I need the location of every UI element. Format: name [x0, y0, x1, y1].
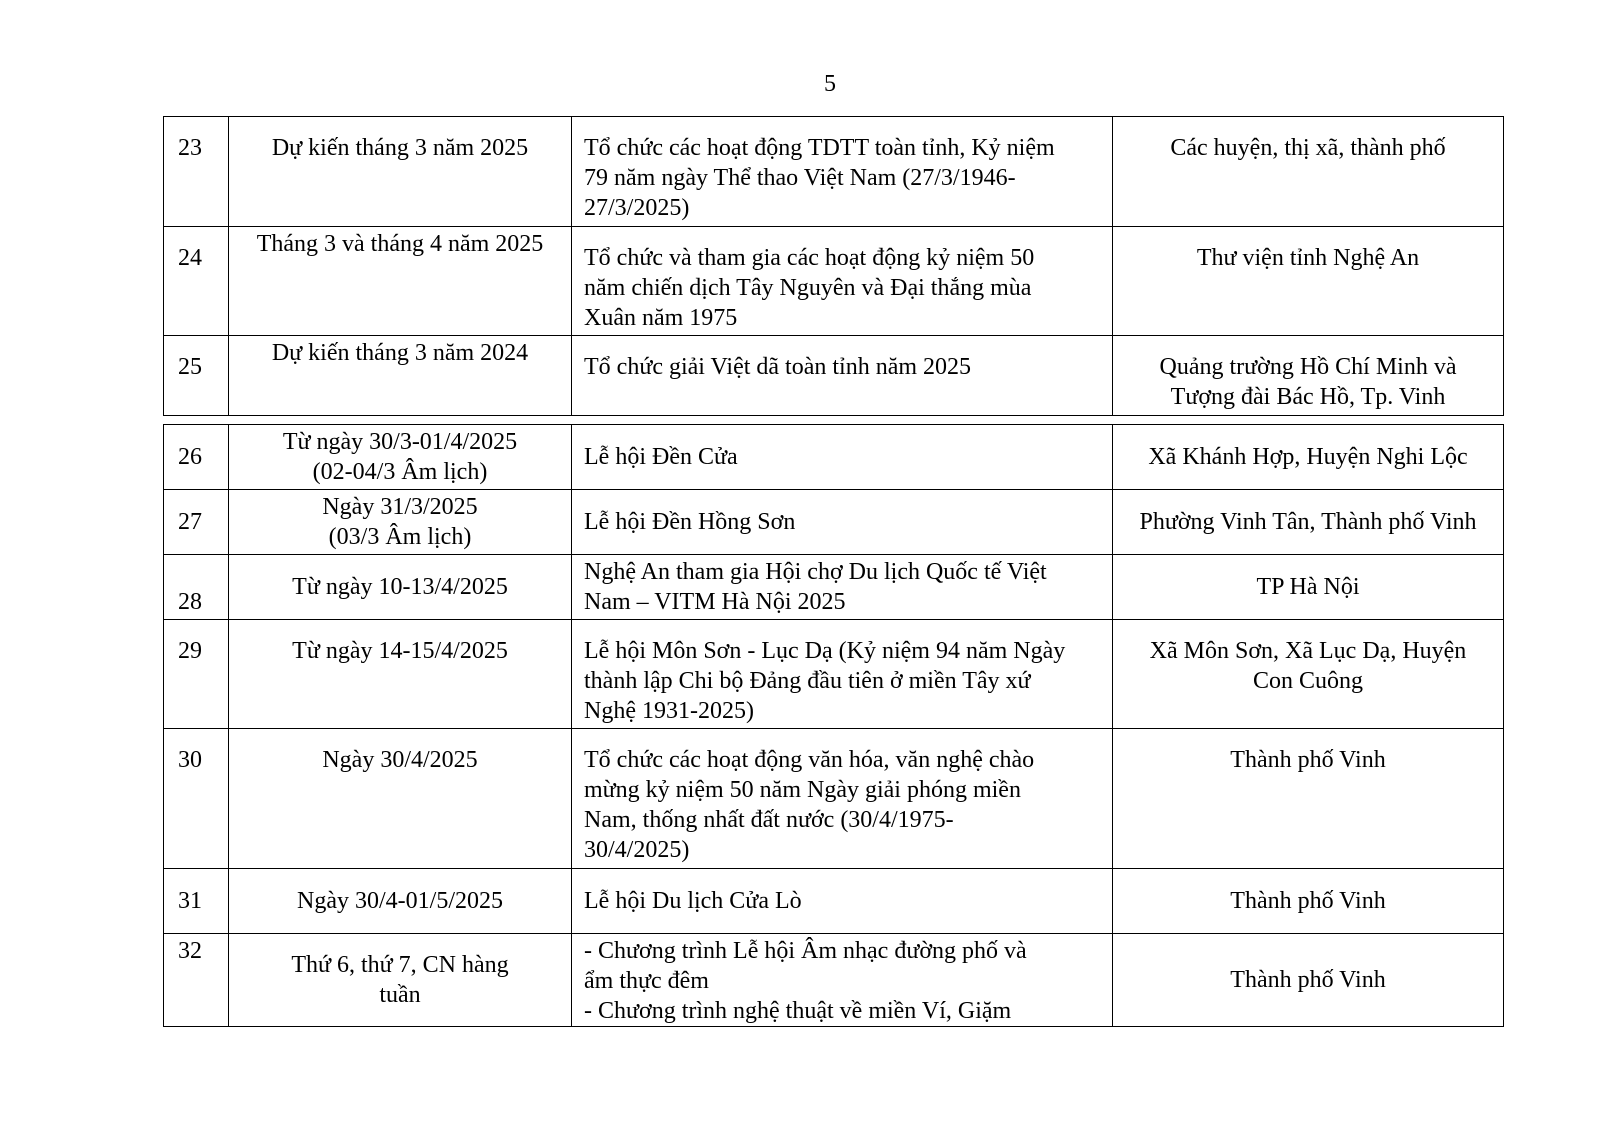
activity-line: Nghệ 1931-2025): [584, 698, 754, 724]
activity-line: năm chiến dịch Tây Nguyên và Đại thắng mùa: [584, 275, 1032, 301]
activity-line: Lễ hội Du lịch Cửa Lò: [584, 888, 802, 914]
location-line: Xã Môn Sơn, Xã Lục Dạ, Huyện: [1149, 638, 1467, 664]
page-number: 5: [824, 71, 836, 97]
location-line: Xã Khánh Hợp, Huyện Nghi Lộc: [1148, 444, 1468, 470]
activity-line: thành lập Chi bộ Đảng đầu tiên ở miền Tây xứ: [584, 668, 1031, 694]
location-line: Thành phố Vinh: [1230, 888, 1386, 914]
table-row: [164, 336, 1504, 416]
date-line: Dự kiến tháng 3 năm 2024: [271, 340, 529, 366]
activity-cell: [572, 336, 1113, 416]
activity-line: Lễ hội Đền Hồng Sơn: [584, 509, 796, 535]
row-number: 29: [164, 620, 229, 729]
date-line: (02-04/3 Âm lịch): [312, 459, 488, 485]
schedule-table-part-1: [163, 116, 1504, 416]
activity-cell: [572, 117, 1113, 227]
location-cell: [1113, 729, 1504, 869]
location-line: Tượng đài Bác Hồ, Tp. Vinh: [1170, 384, 1446, 410]
activity-line: 27/3/2025): [584, 195, 690, 221]
date-line: Tháng 3 và tháng 4 năm 2025: [256, 231, 544, 257]
activity-line: Nam – VITM Hà Nội 2025: [584, 589, 846, 615]
location-line: Thành phố Vinh: [1230, 747, 1386, 773]
row-number: 23: [164, 117, 229, 227]
date-cell: [229, 117, 572, 227]
date-line: Từ ngày 30/3-01/4/2025: [282, 429, 518, 455]
date-cell: [229, 490, 572, 555]
date-line: Ngày 30/4-01/5/2025: [297, 888, 503, 914]
location-cell: [1113, 869, 1504, 934]
location-line: Con Cuông: [1252, 668, 1363, 694]
location-cell: [1113, 336, 1504, 416]
activity-line: Tổ chức các hoạt động văn hóa, văn nghệ chào: [584, 747, 1035, 773]
activity-line: Tổ chức giải Việt dã toàn tỉnh năm 2025: [584, 354, 972, 380]
row-number: 28: [164, 555, 229, 620]
table-row: [164, 117, 1504, 227]
activity-line: Tổ chức và tham gia các hoạt động kỷ niệm 50: [584, 245, 1035, 271]
location-cell: [1113, 490, 1504, 555]
location-cell: [1113, 555, 1504, 620]
table-row: [164, 490, 1504, 555]
activity-cell: [572, 729, 1113, 869]
date-cell: [229, 729, 572, 869]
row-number: 32: [164, 934, 229, 1027]
activity-line: 30/4/2025): [584, 837, 690, 863]
activity-line: mừng kỷ niệm 50 năm Ngày giải phóng miền: [584, 777, 1021, 803]
activity-line: ẩm thực đêm: [584, 968, 709, 994]
activity-line: - Chương trình nghệ thuật về miền Ví, Giặm: [584, 998, 1012, 1024]
activity-line: 79 năm ngày Thể thao Việt Nam (27/3/1946-: [584, 165, 1016, 191]
date-line: tuần: [379, 982, 421, 1008]
location-line: TP Hà Nội: [1256, 574, 1360, 600]
date-line: Ngày 30/4/2025: [322, 747, 478, 773]
schedule-table-part-2: [163, 424, 1504, 1027]
activity-line: Nam, thống nhất đất nước (30/4/1975-: [584, 807, 954, 833]
row-number: 26: [164, 425, 229, 490]
table-row: [164, 620, 1504, 729]
row-number: 25: [164, 336, 229, 416]
row-number: 24: [164, 227, 229, 336]
activity-cell: [572, 869, 1113, 934]
date-cell: [229, 425, 572, 490]
activity-cell: [572, 934, 1113, 1027]
activity-cell: [572, 425, 1113, 490]
location-cell: [1113, 117, 1504, 227]
row-number: 31: [164, 869, 229, 934]
location-cell: [1113, 620, 1504, 729]
date-line: Ngày 31/3/2025: [322, 494, 478, 520]
table-row: [164, 869, 1504, 934]
table-row: [164, 227, 1504, 336]
date-cell: [229, 620, 572, 729]
date-cell: [229, 555, 572, 620]
activity-cell: [572, 227, 1113, 336]
date-cell: [229, 869, 572, 934]
location-cell: [1113, 227, 1504, 336]
location-cell: [1113, 934, 1504, 1027]
date-line: (03/3 Âm lịch): [328, 524, 472, 550]
table-row: [164, 934, 1504, 1027]
date-line: Từ ngày 14-15/4/2025: [292, 638, 508, 664]
date-cell: [229, 336, 572, 416]
table-row: [164, 425, 1504, 490]
location-line: Quảng trường Hồ Chí Minh và: [1159, 354, 1457, 380]
date-cell: [229, 934, 572, 1027]
location-cell: [1113, 425, 1504, 490]
activity-line: Lễ hội Môn Sơn - Lục Dạ (Kỷ niệm 94 năm Ngày: [584, 638, 1066, 664]
activity-line: Lễ hội Đền Cửa: [584, 444, 738, 470]
location-line: Phường Vinh Tân, Thành phố Vinh: [1139, 509, 1477, 535]
location-line: Thành phố Vinh: [1230, 967, 1386, 993]
table-row: [164, 729, 1504, 869]
activity-cell: [572, 490, 1113, 555]
date-line: Dự kiến tháng 3 năm 2025: [271, 135, 529, 161]
date-line: Từ ngày 10-13/4/2025: [292, 574, 508, 600]
date-cell: [229, 227, 572, 336]
activity-cell: [572, 620, 1113, 729]
location-line: Thư viện tỉnh Nghệ An: [1196, 245, 1420, 271]
row-number: 30: [164, 729, 229, 869]
activity-line: - Chương trình Lễ hội Âm nhạc đường phố và: [584, 938, 1027, 964]
date-line: Thứ 6, thứ 7, CN hàng: [291, 952, 509, 978]
activity-line: Nghệ An tham gia Hội chợ Du lịch Quốc tế Việt: [584, 559, 1047, 585]
activity-line: Xuân năm 1975: [584, 305, 738, 331]
activity-line: Tổ chức các hoạt động TDTT toàn tỉnh, Kỷ niệm: [584, 135, 1055, 161]
table-row: [164, 555, 1504, 620]
row-number: 27: [164, 490, 229, 555]
activity-cell: [572, 555, 1113, 620]
location-line: Các huyện, thị xã, thành phố: [1170, 135, 1446, 161]
